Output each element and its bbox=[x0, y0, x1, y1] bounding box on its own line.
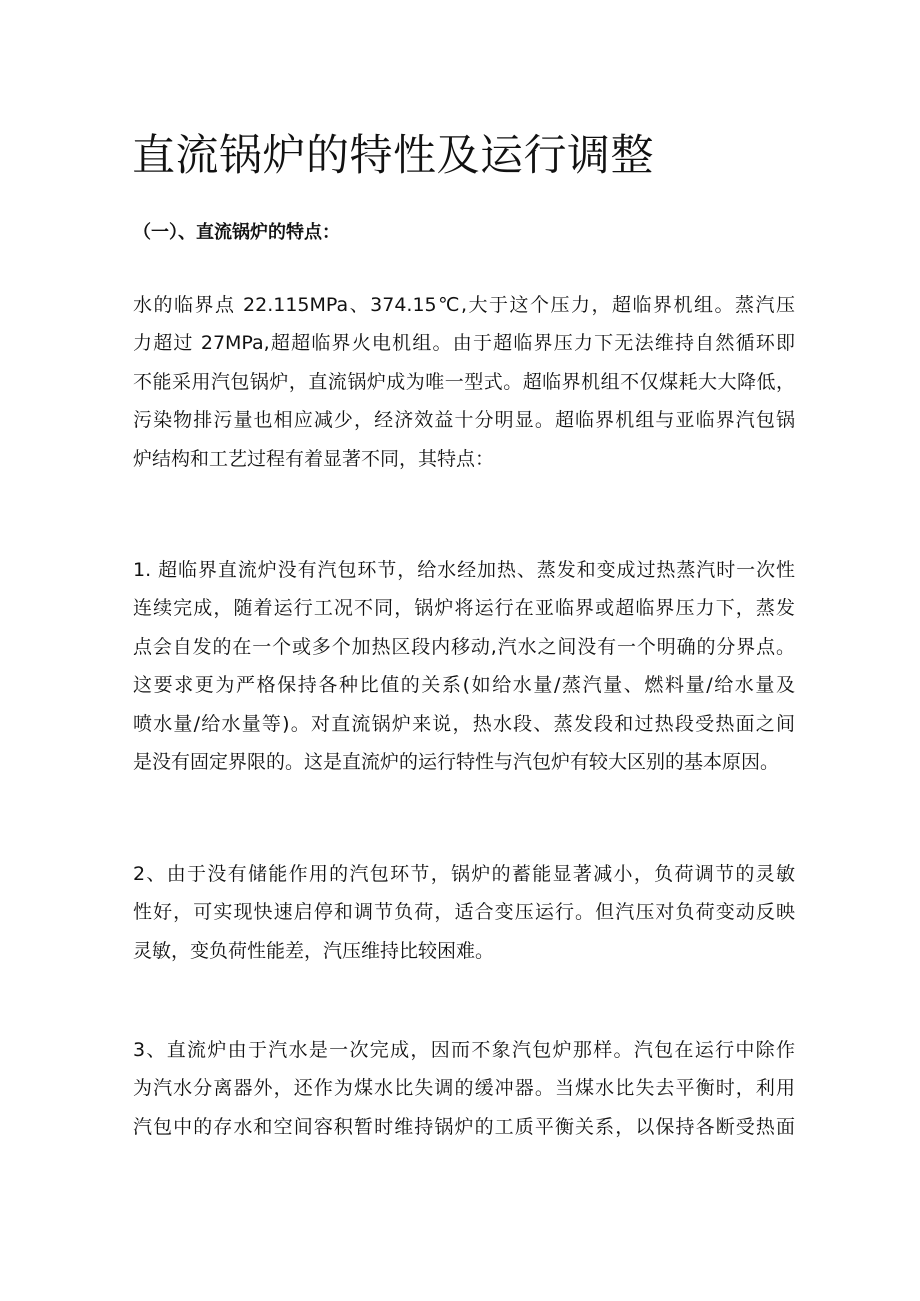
paragraph-line: 性好，可实现快速启停和调节负荷，适合变压运行。但汽压对负荷变动反映 bbox=[133, 901, 795, 924]
paragraph-line: 力超过 27MPa,超超临界火电机组。由于超临界压力下无法维持自然循环即 bbox=[133, 332, 795, 355]
paragraph-line: 喷水量/给水量等)。对直流锅炉来说，热水段、蒸发段和过热段受热面之间 bbox=[133, 712, 795, 735]
paragraph-line: 连续完成，随着运行工况不同，锅炉将运行在亚临界或超临界压力下，蒸发 bbox=[133, 597, 795, 620]
paragraph-line: 炉结构和工艺过程有着显著不同，其特点： bbox=[133, 447, 495, 470]
paragraph-line: 水的临界点 22.115MPa、374.15℃,大于这个压力，超临界机组。蒸汽压 bbox=[133, 294, 795, 316]
paragraph-line: 灵敏，变负荷性能差，汽压维持比较困难。 bbox=[133, 939, 495, 962]
paragraph-line: 不能采用汽包锅炉，直流锅炉成为唯一型式。超临界机组不仅煤耗大大降低， bbox=[133, 370, 795, 393]
paragraph-line: 点会自发的在一个或多个加热区段内移动,汽水之间没有一个明确的分界点。 bbox=[133, 635, 795, 658]
section-heading: （一）、直流锅炉的特点： bbox=[133, 222, 340, 243]
paragraph-point-2 bbox=[133, 855, 795, 970]
paragraph-point-1 bbox=[133, 551, 795, 781]
paragraph-line: 汽包中的存水和空间容积暂时维持锅炉的工质平衡关系，以保持各断受热面 bbox=[133, 1115, 795, 1138]
paragraph-intro bbox=[133, 286, 795, 478]
paragraph-line: 这要求更为严格保持各种比值的关系(如给水量/蒸汽量、燃料量/给水量及 bbox=[133, 674, 795, 697]
paragraph-line: 3、直流炉由于汽水是一次完成，因而不象汽包炉那样。汽包在运行中除作 bbox=[133, 1039, 795, 1061]
paragraph-line: 2、由于没有储能作用的汽包环节，锅炉的蓄能显著减小，负荷调节的灵敏 bbox=[133, 863, 795, 885]
paragraph-line: 1. 超临界直流炉没有汽包环节，给水经加热、蒸发和变成过热蒸汽时一次性 bbox=[133, 559, 795, 581]
paragraph-line: 是没有固定界限的。这是直流炉的运行特性与汽包炉有较大区别的基本原因。 bbox=[133, 750, 780, 773]
paragraph-point-3 bbox=[133, 1031, 795, 1146]
document-title: 直流锅炉的特性及运行调整 bbox=[132, 131, 654, 181]
paragraph-line: 为汽水分离器外，还作为煤水比失调的缓冲器。当煤水比失去平衡时，利用 bbox=[133, 1077, 795, 1100]
paragraph-line: 污染物排污量也相应减少，经济效益十分明显。超临界机组与亚临界汽包锅 bbox=[133, 409, 795, 432]
